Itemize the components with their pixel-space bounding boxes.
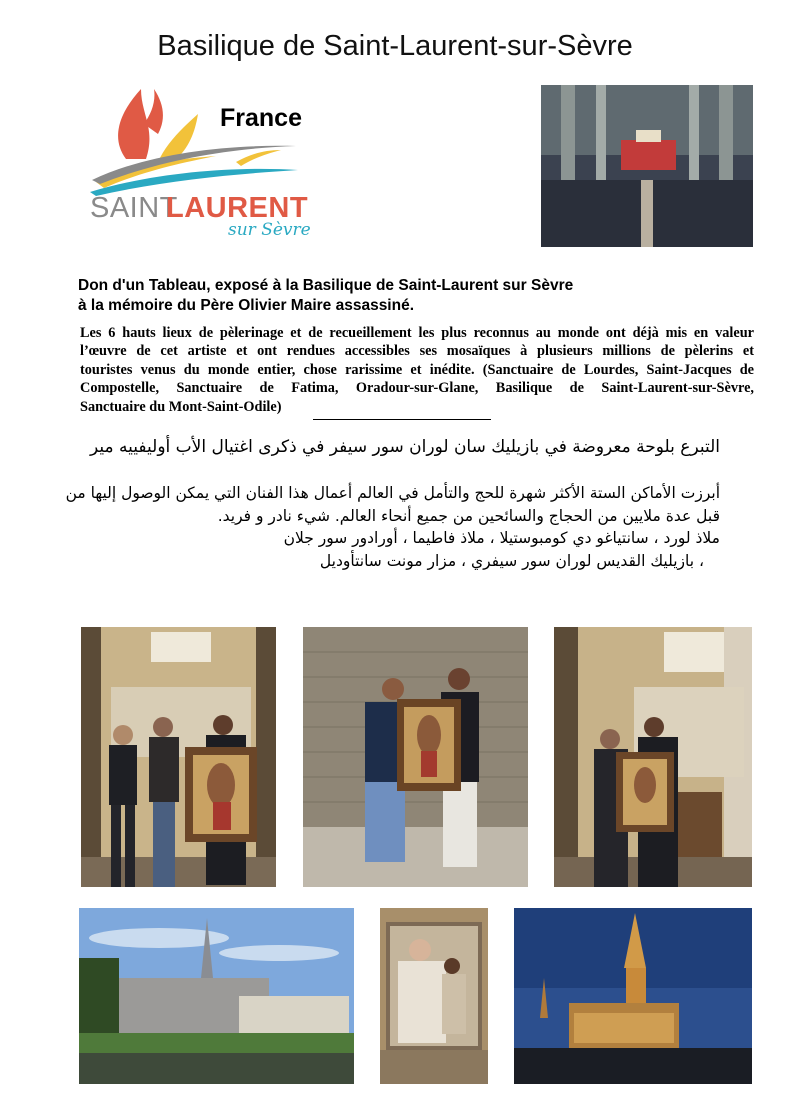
page-title: Basilique de Saint-Laurent-sur-Sèvre <box>157 30 633 62</box>
logo-word-laurent: LAURENT <box>166 192 309 224</box>
logo-script: sur Sèvre <box>228 220 311 240</box>
divider <box>313 419 491 420</box>
logo-country: France <box>220 104 302 132</box>
body-line: Les 6 hauts lieux de pèlerinage et de recueillement les plus reconnus au monde ont déjà mis en valeur <box>80 325 754 341</box>
donation-heading <box>78 276 718 316</box>
body-line: Compostelle, Sanctuaire de Fatima, Oradour-sur-Glane, Basilique de Saint-Laurent-sur-Sèvre, <box>80 380 754 397</box>
painting-group-three-photo <box>81 627 276 887</box>
arabic-line: أبرزت الأماكن الستة الأكثر شهرة للحج والتأمل في العالم أعمال هذا الفنان التي يمكن الوصول إليها من <box>65 484 720 502</box>
heading-line-2: à la mémoire du Père Olivier Maire assassiné. <box>78 297 415 314</box>
body-line: l’œuvre de cet artiste et ont rendues accessibles ses mosaïques à plusieurs millions de pèlerins et <box>80 343 754 360</box>
pere-olivier-portrait-photo <box>380 908 488 1084</box>
basilica-night-photo <box>514 908 752 1084</box>
basilica-interior-photo <box>541 85 753 247</box>
painting-hung-photo <box>554 627 752 887</box>
heading-line-1: Don d'un Tableau, exposé à la Basilique de Saint-Laurent sur Sèvre <box>78 277 574 294</box>
logo-word-saint: SAINT <box>90 192 178 224</box>
arabic-line: ملاذ لورد ، سانتياغو دي كومبوستيلا ، ملاذ فاطيما ، أورادور سور جلان <box>283 529 720 547</box>
body-line: Sanctuaire du Mont-Saint-Odile) <box>80 398 282 415</box>
arabic-line: قبل عدة ملايين من الحجاج والسائحين من جميع أنحاء العالم. شيء نادر و فريد. <box>217 506 720 525</box>
arabic-title: التبرع بلوحة معروضة في بازيليك سان لوران سور سيفر في ذكرى اغتيال الأب أوليفييه مير <box>90 437 720 457</box>
painting-outdoor-two-photo <box>303 627 528 887</box>
arabic-line: ، بازيليك القديس لوران سور سيفري ، مزار مونت سانتأوديل <box>319 551 704 570</box>
french-body-text <box>80 324 754 416</box>
body-line: touristes venus du monde entier, chose rarissime et inédite. (Sanctuaire de Lourdes, Saint-Jacques de <box>80 361 754 378</box>
arabic-body-text <box>60 482 720 572</box>
basilica-exterior-day-photo <box>79 908 354 1084</box>
